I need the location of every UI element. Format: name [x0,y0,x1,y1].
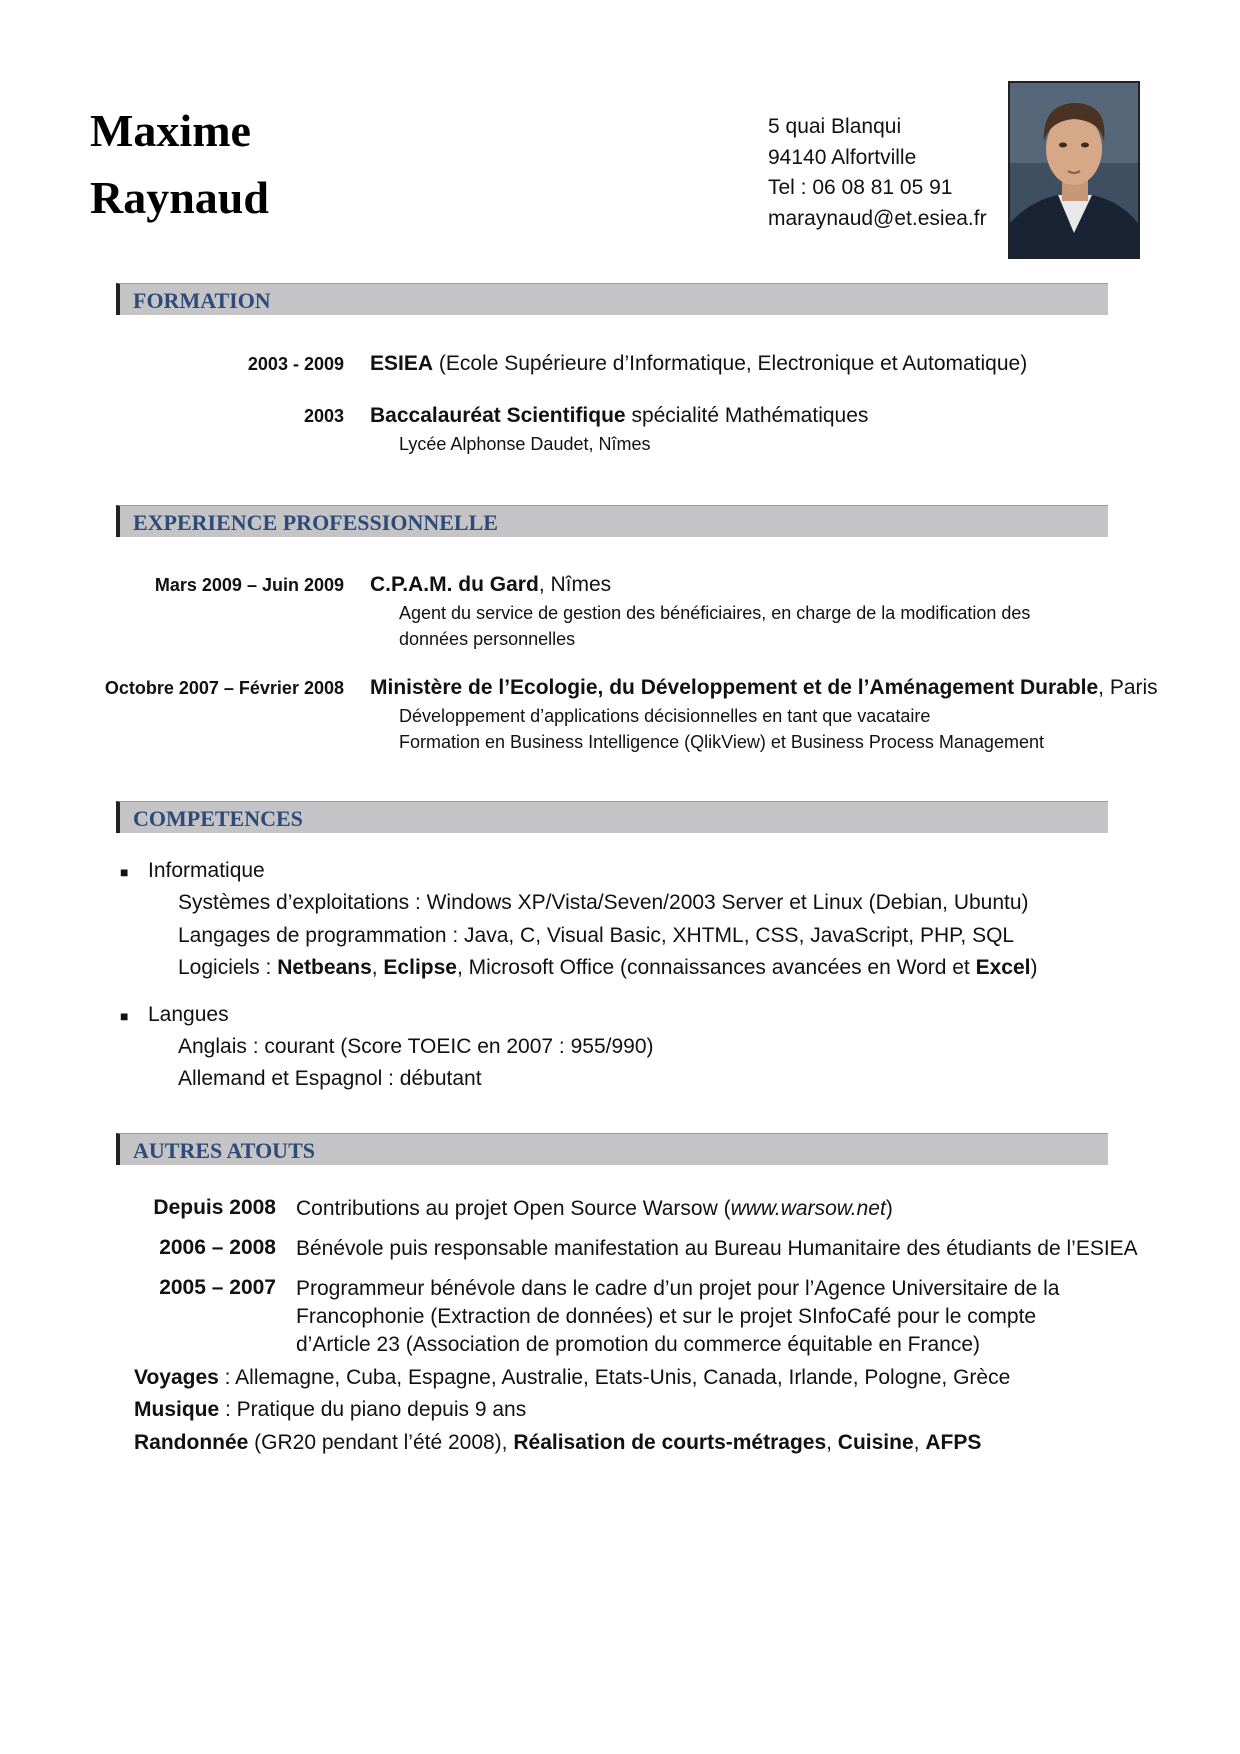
atout-date-2: 2006 – 2008 [159,1236,276,1259]
atout-entry-3 [296,1275,1059,1359]
experience-place-1: , Nîmes [538,573,612,596]
experience-line: Agent du service de gestion des bénéficiaires, en charge de la modification des [399,603,1031,623]
musique-line [134,1398,526,1422]
section-title-experience: EXPERIENCE PROFESSIONNELLE [133,510,498,535]
rando-text: (GR20 pendant l’été 2008), [248,1431,514,1454]
logiciels-prefix: Logiciels : [178,956,278,979]
formation-desc-1: (Ecole Supérieure d’Informatique, Electronique et Automatique) [433,352,1028,375]
logiciels-sep: , [371,956,384,979]
phone: Tel : 06 08 81 05 91 [768,176,953,199]
atout-text: Contributions au projet Open Source Warsow ( [296,1197,731,1220]
musique-label: Musique [134,1398,220,1421]
experience-org-1: C.P.A.M. du Gard [370,573,539,596]
experience-line: Formation en Business Intelligence (QlikView) et Business Process Management [399,732,1044,752]
experience-line: données personnelles [399,629,576,649]
voyages-line [134,1366,1010,1390]
atout-entry-2: Bénévole puis responsable manifestation au Bureau Humanitaire des étudiants de l’ESIEA [296,1237,1138,1260]
formation-school-2: Baccalauréat Scientifique [370,404,626,427]
competence-anglais: Anglais : courant (Score TOEIC en 2007 : 955/990) [178,1035,654,1058]
sep: , [826,1431,838,1454]
cuisine-label: Cuisine [837,1431,914,1454]
formation-school-1: ESIEA [370,352,434,375]
formation-entry-1 [370,352,1027,376]
section-competences [116,801,1108,833]
atout-line: Programmeur bénévole dans le cadre d’un projet pour l’Agence Universitaire de la [296,1277,1060,1300]
atout-line: d’Article 23 (Association de promotion du commerce équitable en France) [296,1333,981,1356]
atout-entry-1 [296,1195,893,1223]
experience-place-2: , Paris [1098,676,1158,699]
voyages-label: Voyages [134,1366,219,1389]
experience-desc-1 [399,600,1030,652]
competence-category-langues: Langues [148,1003,229,1026]
formation-sub-2: Lycée Alphonse Daudet, Nîmes [399,434,651,454]
section-atouts [116,1133,1108,1165]
email: maraynaud@et.esiea.fr [768,206,987,230]
logiciels-end: ) [1030,956,1038,979]
experience-entry-2 [370,676,1158,700]
experience-entry-1 [370,573,611,597]
first-name: Maxime [90,105,251,156]
section-experience [116,505,1108,537]
atout-line: Francophonie (Extraction de données) et sur le projet SInfoCafé pour le compte [296,1305,1037,1328]
logiciels-mid: , Microsoft Office (connaissances avancées en Word et [456,956,976,979]
competence-systemes: Systèmes d’exploitations : Windows XP/Vista/Seven/2003 Server et Linux (Debian, Ubuntu) [178,891,1029,914]
experience-line: Développement d’applications décisionnelles en tant que vacataire [399,706,931,726]
section-title-atouts: AUTRES ATOUTS [133,1138,315,1163]
realisation-label: Réalisation de courts-métrages [513,1431,827,1454]
atout-date-3: 2005 – 2007 [159,1276,276,1299]
atout-text: ) [885,1197,893,1220]
warsow-link: www.warsow.net [730,1197,886,1220]
last-name: Raynaud [90,172,269,223]
competence-autres-langues: Allemand et Espagnol : débutant [178,1067,482,1090]
competence-logiciels [178,956,1038,980]
formation-date-2: 2003 [303,406,344,426]
musique-text: : Pratique du piano depuis 9 ans [219,1398,527,1421]
voyages-text: : Allemagne, Cuba, Espagne, Australie, Etats-Unis, Canada, Irlande, Pologne, Grèce [218,1366,1011,1389]
competence-category-informatique: Informatique [148,859,265,882]
address-line-2: 94140 Alfortville [768,145,917,169]
profile-photo [1008,81,1140,259]
formation-date-1: 2003 - 2009 [247,354,344,374]
logiciel-netbeans: Netbeans [277,956,372,979]
competence-langages: Langages de programmation : Java, C, Visual Basic, XHTML, CSS, JavaScript, PHP, SQL [178,924,1015,947]
logiciel-excel: Excel [975,956,1031,979]
logiciel-eclipse: Eclipse [383,956,457,979]
bullet-icon: ■ [120,1008,129,1024]
address-line-1: 5 quai Blanqui [768,115,902,138]
section-title-competences: COMPETENCES [133,806,303,831]
experience-org-2: Ministère de l’Ecologie, du Développement et de l’Aménagement Durable [370,676,1099,699]
atout-date-1: Depuis 2008 [153,1196,276,1219]
formation-entry-2 [370,404,868,428]
sep: , [913,1431,926,1454]
experience-date-2: Octobre 2007 – Février 2008 [104,678,344,698]
experience-desc-2 [399,703,1044,755]
portrait-image [1010,83,1138,257]
rando-label: Randonnée [134,1431,249,1454]
section-formation [116,283,1108,315]
section-title-formation: FORMATION [133,288,271,313]
afps-label: AFPS [925,1431,982,1454]
loisirs-line [134,1431,981,1455]
experience-date-1: Mars 2009 – Juin 2009 [154,575,344,595]
formation-desc-2: spécialité Mathématiques [625,404,869,427]
bullet-icon: ■ [120,864,129,880]
contact-block [768,112,987,234]
